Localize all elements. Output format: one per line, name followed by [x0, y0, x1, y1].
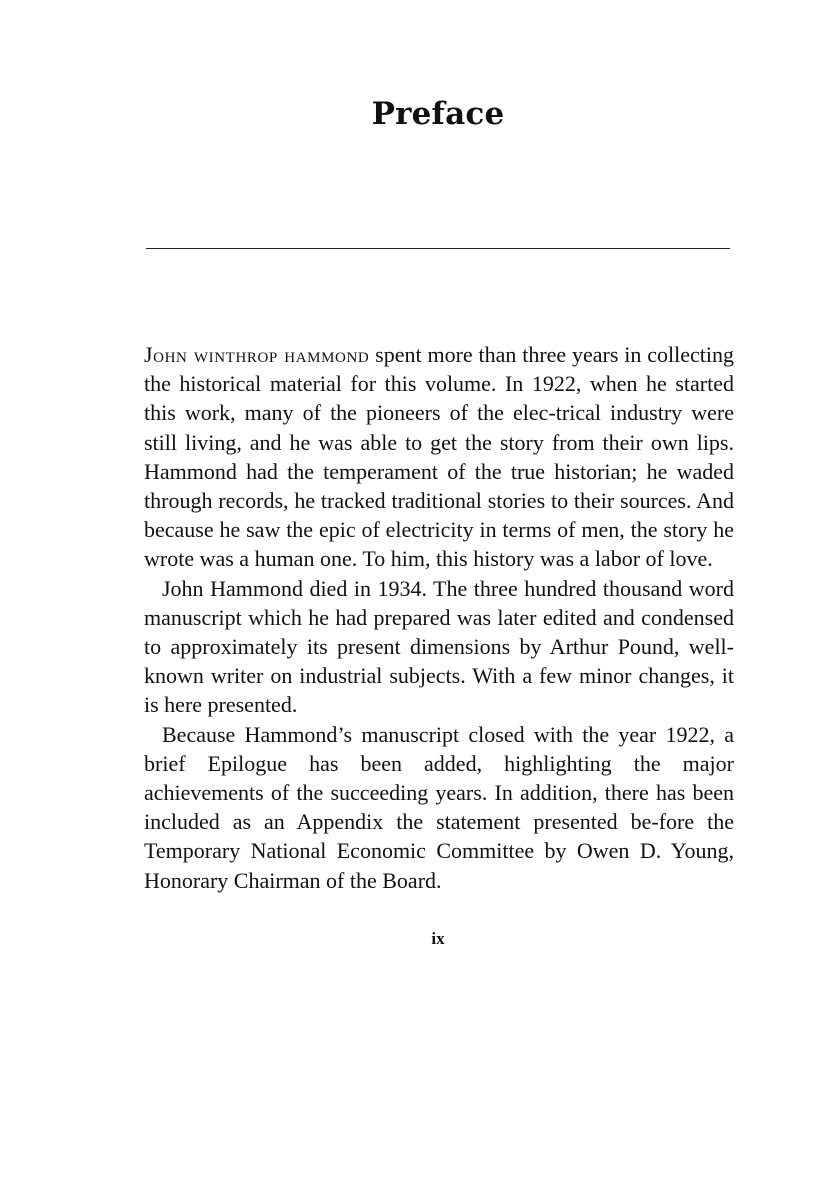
lead-in-small-caps: John winthrop hammond: [144, 342, 370, 367]
paragraph-1-text: spent more than three years in collecting the historical material for this volume. In 1922, when he started this work, many of the pioneers of the elec-trical industry were still living, and he was able to get the story from their own lips. Hammond had the temperament of the true historian; he waded through records, he tracked traditional stories to their sources. And because he saw the epic of electricity in terms of men, the story he wrote was a human one. To him, this history was a labor of love.: [144, 342, 734, 572]
paragraph-3: Because Hammond’s manuscript closed with the year 1922, a brief Epilogue has been added, highlighting the major achievements of the succeeding years. In addition, there has been included as an Appendix the statement presented be-fore the Temporary National Economic Committee by Owen D. Young, Honorary Chairman of the Board.: [144, 721, 734, 893]
page-title: Preface: [371, 96, 505, 132]
paragraph-2: John Hammond died in 1934. The three hundred thousand word manuscript which he had prepared was later edited and condensed to approximately its present dimensions by Arthur Pound, well-known writer on industrial subjects. With a few minor changes, it is here presented.: [144, 575, 734, 718]
horizontal-rule: [146, 248, 730, 249]
preface-body: [144, 340, 734, 895]
paragraph-1: [144, 340, 734, 574]
page-number: ix: [431, 929, 445, 948]
